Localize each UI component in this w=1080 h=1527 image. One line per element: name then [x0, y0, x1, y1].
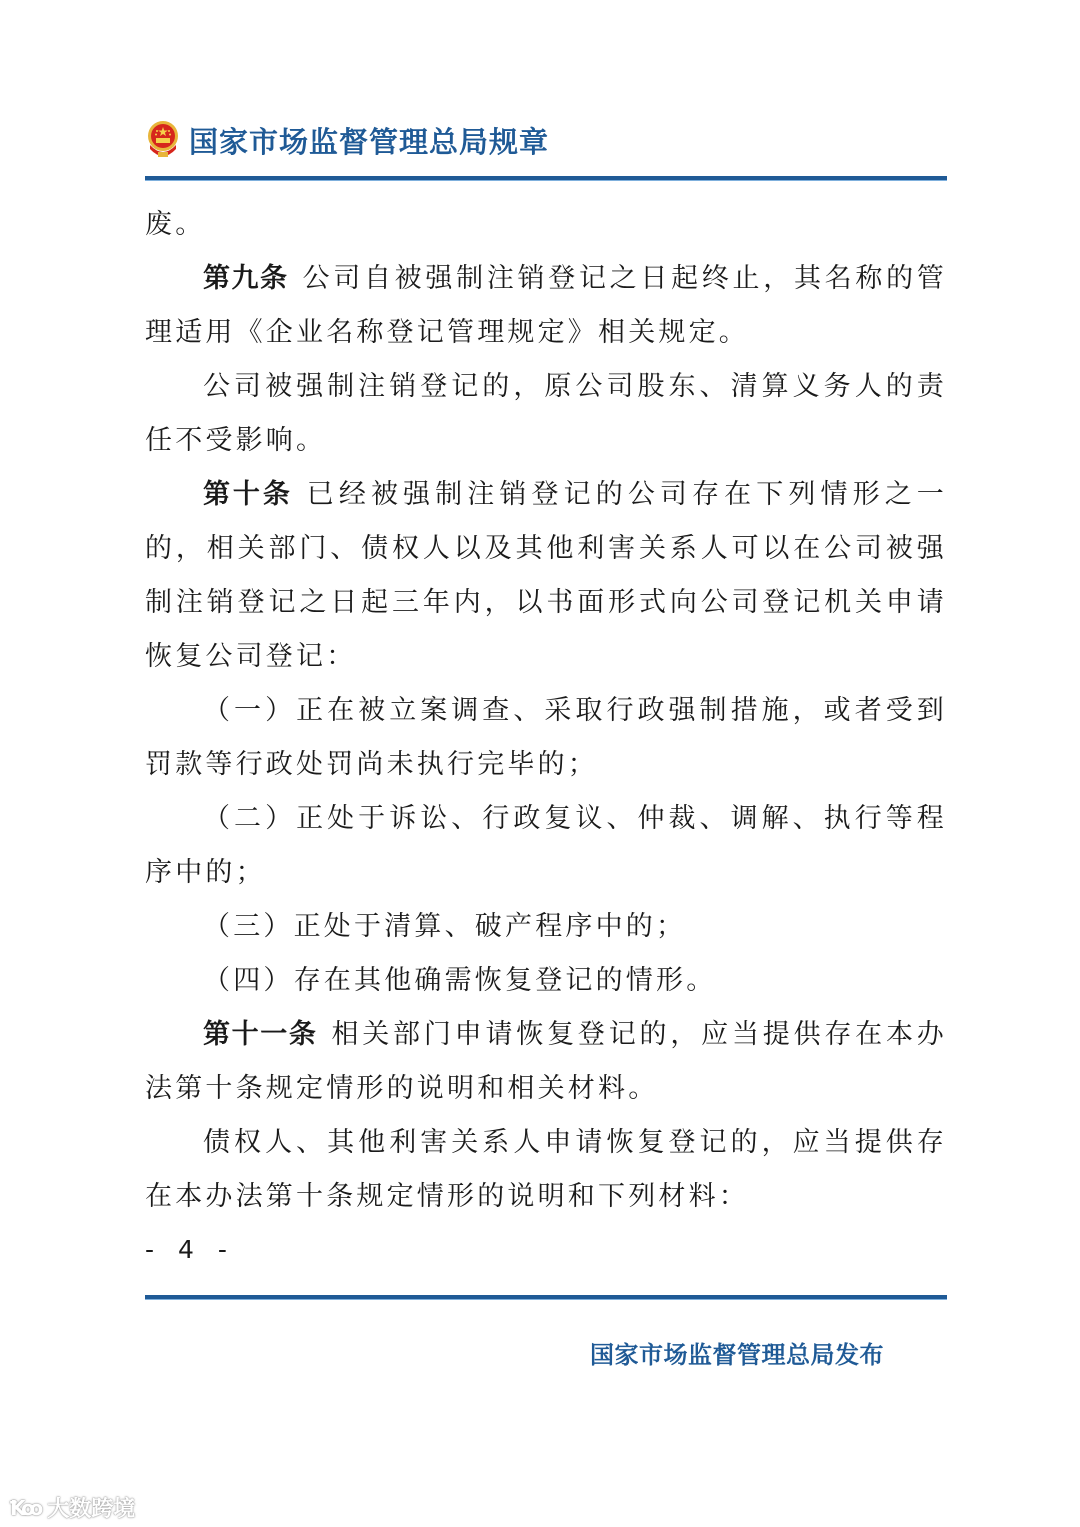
page-number: - 4 -	[145, 1235, 235, 1264]
paragraph-text: 已经被强制注销登记的公司存在下列情形之一的，相关部门、债权人以及其他利害关系人可以在公司被强制注销登记之日起三年内，以书面形式向公司登记机关申请恢复公司登记：	[145, 479, 948, 672]
paragraph	[145, 360, 947, 468]
header-divider	[145, 176, 947, 181]
document-body	[145, 198, 947, 1224]
article-label: 第十条	[203, 479, 293, 510]
list-item	[145, 954, 947, 1008]
header-title: 国家市场监督管理总局规章	[189, 124, 550, 159]
paragraph-text: 相关部门申请恢复登记的，应当提供存在本办法第十条规定情形的说明和相关材料。	[145, 1019, 948, 1104]
watermark-logo-icon: Ꝁꝏ	[10, 1495, 42, 1520]
national-emblem-icon	[145, 119, 181, 161]
watermark-text: 大数跨境	[47, 1497, 136, 1522]
paragraph	[145, 1116, 947, 1224]
article-10	[145, 468, 947, 684]
list-item	[145, 792, 947, 900]
paragraph-text: （二）正处于诉讼、行政复议、仲裁、调解、执行等程序中的；	[145, 803, 947, 888]
paragraph-text: （四）存在其他确需恢复登记的情形。	[203, 965, 717, 996]
paragraph-text: （一）正在被立案调查、采取行政强制措施，或者受到罚款等行政处罚尚未执行完毕的；	[145, 695, 947, 780]
paragraph-text: 债权人、其他利害关系人申请恢复登记的，应当提供存在本办法第十条规定情形的说明和下列材料：	[145, 1127, 947, 1212]
article-9	[145, 252, 947, 360]
footer-publisher: 国家市场监督管理总局发布	[590, 1341, 884, 1369]
paragraph	[145, 198, 947, 252]
list-item	[145, 900, 947, 954]
article-label: 第九条	[203, 263, 289, 294]
footer-divider	[145, 1295, 947, 1300]
article-label: 第十一条	[203, 1019, 318, 1050]
paragraph-text: 废。	[145, 209, 206, 240]
list-item	[145, 684, 947, 792]
paragraph-text: 公司自被强制注销登记之日起终止，其名称的管理适用《企业名称登记管理规定》相关规定。	[145, 263, 948, 348]
article-11	[145, 1008, 947, 1116]
paragraph-text: （三）正处于清算、破产程序中的；	[203, 911, 687, 942]
paragraph-text: 公司被强制注销登记的，原公司股东、清算义务人的责任不受影响。	[145, 371, 947, 456]
page-header	[145, 112, 549, 168]
watermark	[10, 1492, 135, 1523]
